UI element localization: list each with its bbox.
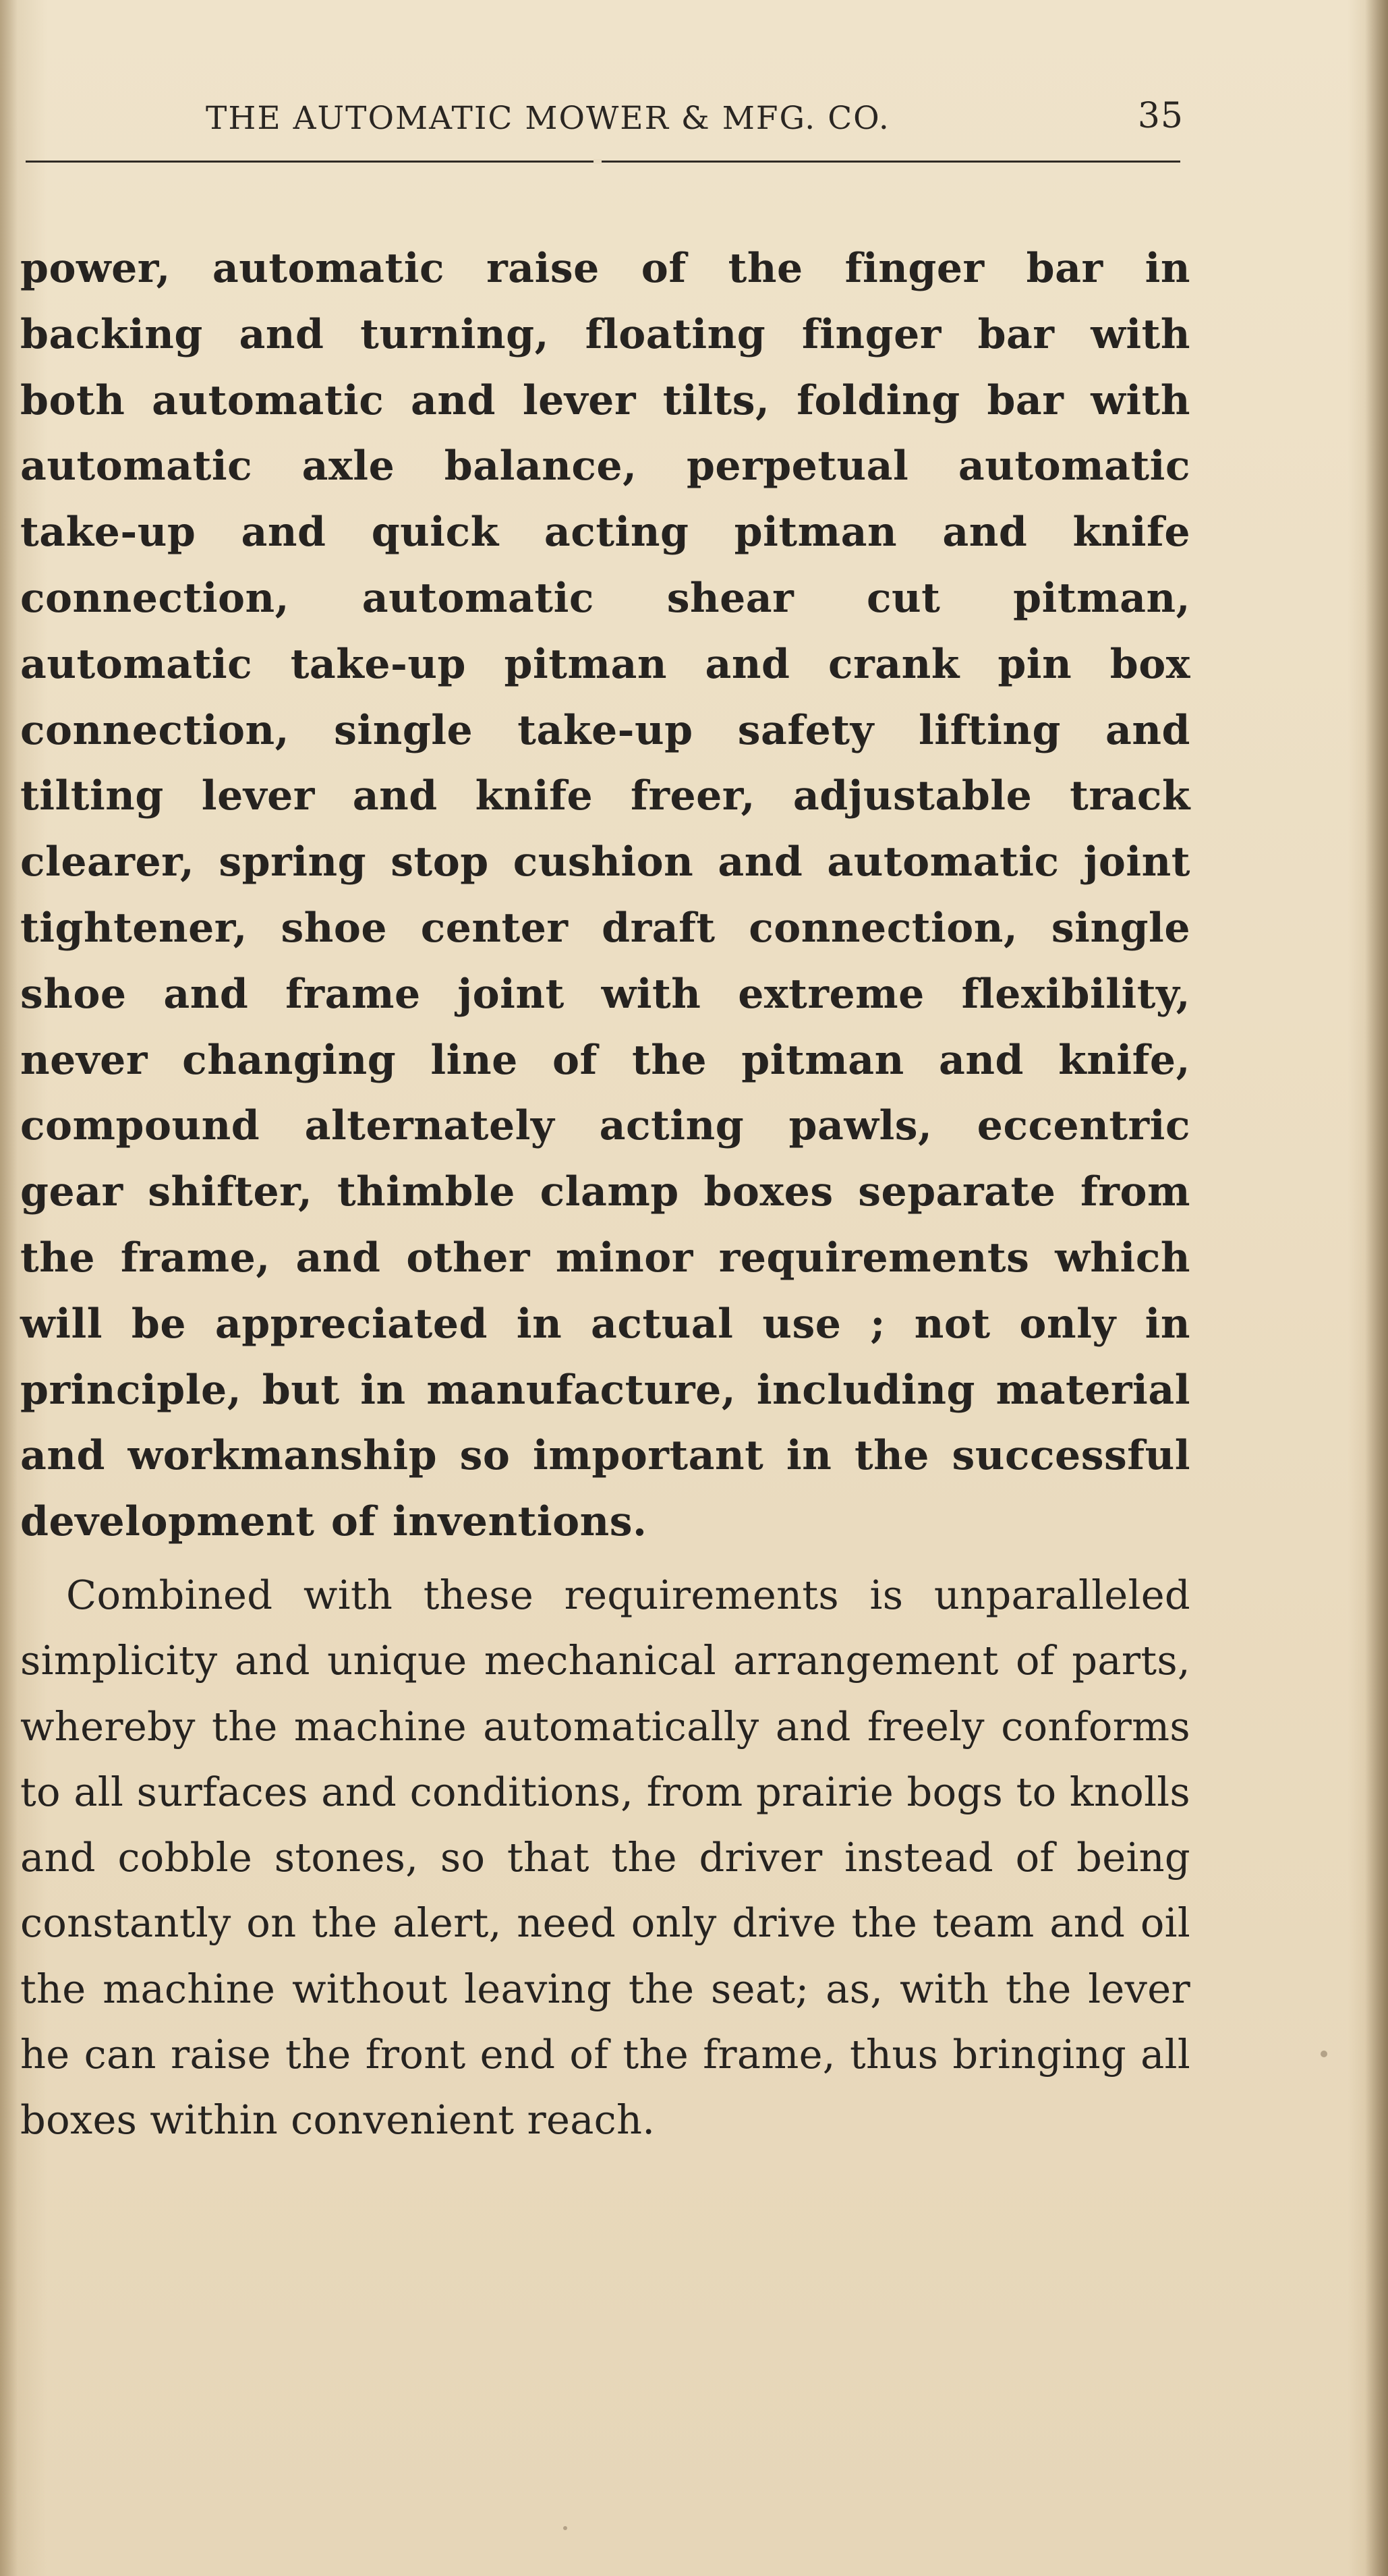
paper-speck (1321, 2051, 1327, 2057)
header-rule (26, 161, 1180, 163)
paragraph-2: Combined with these requirements is unparalleled simplicity and unique mechanical arrangement of parts, whereby the machine automatically and freely conforms to all surfaces and conditions, from prairie bogs to knolls and cobble stones, so that the driver instead of being constantly on the alert, need only drive the team and oil the machine without leaving the seat; as, with the lever he can raise the front end of the frame, thus bringing all boxes within convenient reach. (20, 1571, 1190, 2144)
page-edge-shadow (1365, 0, 1388, 2576)
body-text (20, 236, 1190, 2153)
paper-speck (563, 2526, 567, 2530)
header-rule-gap (594, 159, 602, 164)
page-number: 35 (1137, 96, 1184, 136)
running-head (206, 96, 1184, 147)
paragraph-1: power, automatic raise of the finger bar in backing and turning, floating finger bar with both automatic and lever tilts, folding bar with automatic axle balance, perpetual automatic take-up and quick acting pitman and knife connection, automatic shear cut pitman, automatic take-up pitman and crank pin box connection, single take-up safety lifting and tilting lever and knife freer, adjustable track clearer, spring stop cushion and automatic joint tightener, shoe center draft connection, single shoe and frame joint with extreme flexibility, never changing line of the pitman and knife, compound alternately acting pawls, eccentric gear shifter, thimble clamp boxes separate from the frame, and other minor requirements which will be appreciated in actual use ; not only in principle, but in manufacture, including material and workmanship so important in the successful development of inventions. (20, 245, 1190, 1546)
running-head-title: THE AUTOMATIC MOWER & MFG. CO. (206, 100, 890, 137)
page-gutter-shadow (0, 0, 18, 2576)
